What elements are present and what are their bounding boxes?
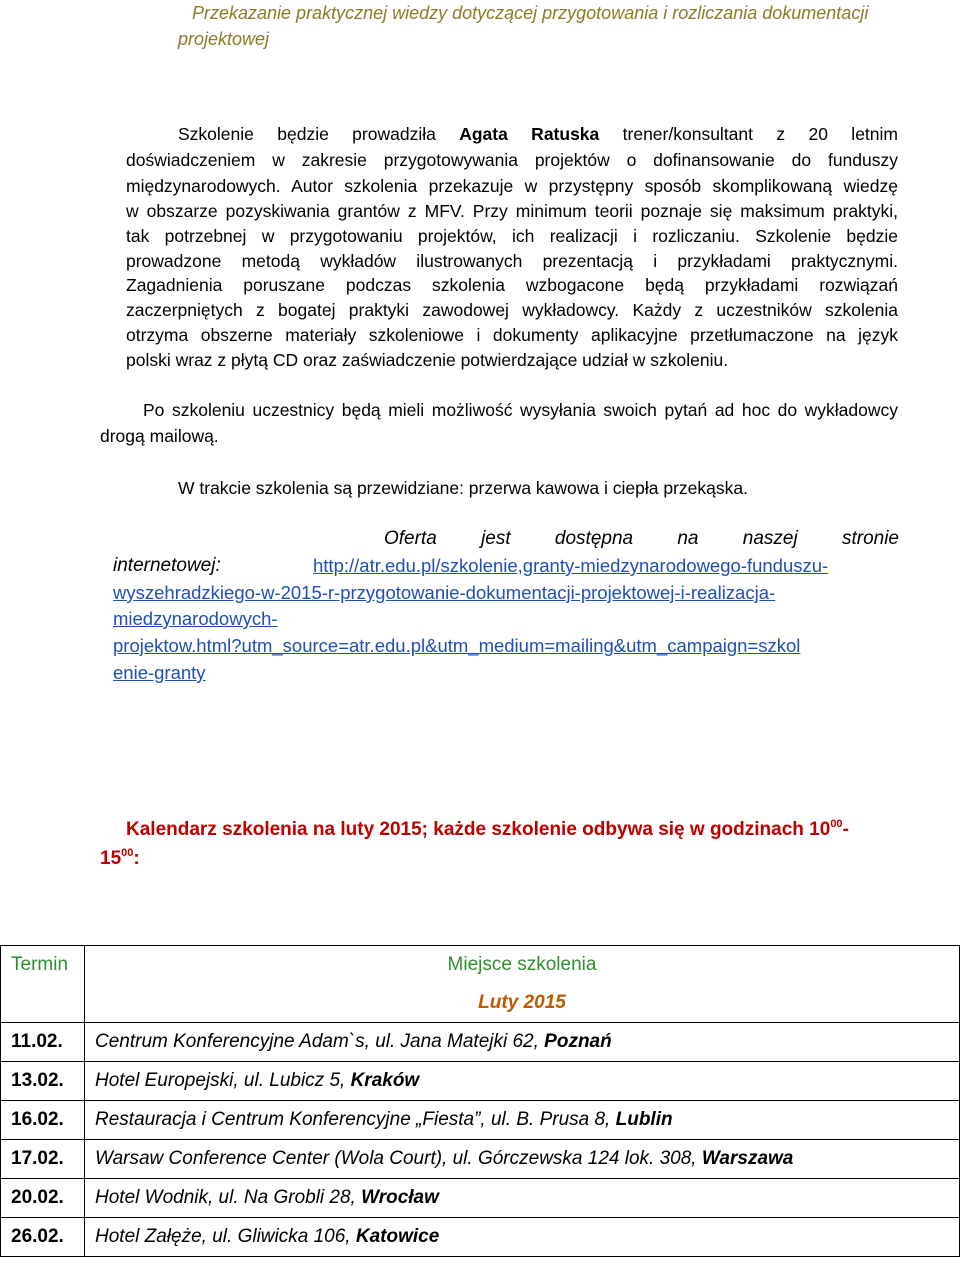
place-text: Hotel Załęże, ul. Gliwicka 106,	[95, 1226, 356, 1247]
place-text: Restauracja i Centrum Konferencyjne „Fiesta”, ul. B. Prusa 8,	[95, 1109, 616, 1130]
date-cell: 20.02.	[1, 1179, 85, 1218]
city-text: Poznań	[544, 1031, 612, 1052]
offer-url-part-1[interactable]: http://atr.edu.pl/szkolenie,granty-miedzynarodowego-funduszu-	[313, 555, 829, 576]
table-row	[1, 1101, 960, 1140]
table-row	[1, 1140, 960, 1179]
month-row	[1, 984, 960, 1023]
place-cell	[85, 1062, 960, 1101]
intro-line-6: prowadzone metodą wykładów ilustrowanych prezentacją i przykładami praktycznymi.	[126, 251, 898, 271]
column-header-place: Miejsce szkolenia	[85, 946, 960, 985]
place-text: Warsaw Conference Center (Wola Court), ul. Górczewska 124 lok. 308,	[95, 1148, 702, 1169]
offer-line: Oferta jest dostępna na naszej stronie	[384, 528, 899, 549]
calendar-heading-text: Kalendarz szkolenia na luty 2015; każde szkolenie odbywa się w godzinach 10	[126, 819, 831, 840]
intro-line-9: otrzyma obszerne materiały szkoleniowe i dokumenty aplikacyjne przetłumaczone na język	[126, 325, 898, 345]
date-cell: 13.02.	[1, 1062, 85, 1101]
place-text: Hotel Wodnik, ul. Na Grobli 28,	[95, 1187, 362, 1208]
calendar-table	[0, 945, 960, 1257]
date-cell: 26.02.	[1, 1218, 85, 1257]
table-row	[1, 1179, 960, 1218]
city-text: Warszawa	[701, 1148, 794, 1169]
calendar-heading-hour: 15	[100, 848, 122, 869]
calendar-heading-colon: :	[133, 848, 140, 869]
offer-url-part-4[interactable]: projektow.html?utm_source=atr.edu.pl&utm_medium=mailing&utm_campaign=szkol	[113, 635, 801, 656]
intro-line-3: międzynarodowych. Autor szkolenia przekazuje w przystępny sposób skomplikowaną wiedzę	[126, 176, 898, 196]
intro-text: trener/konsultant z 20 letnim	[622, 124, 898, 144]
column-header-term: Termin	[1, 946, 85, 1023]
place-cell	[85, 1023, 960, 1062]
header-line-1: Przekazanie praktycznej wiedzy dotyczącej przygotowania i rozliczania dokumentacji	[192, 3, 869, 23]
table-row	[1, 1023, 960, 1062]
intro-line-10: polski wraz z płytą CD oraz zaświadczenie potwierdzające udział w szkoleniu.	[126, 350, 729, 370]
trainer-name: Agata Ratuska	[459, 124, 600, 144]
intro-line-5: tak potrzebnej w przygotowaniu projektów, ich realizacji i rozliczaniu. Szkolenie będzie	[126, 226, 898, 246]
followup-line-1: Po szkoleniu uczestnicy będą mieli możliwość wysyłania swoich pytań ad hoc do wykładowcy	[143, 400, 898, 420]
place-text: Hotel Europejski, ul. Lubicz 5,	[95, 1070, 351, 1091]
city-text: Wrocław	[361, 1187, 439, 1208]
offer-label: internetowej:	[113, 555, 221, 576]
place-cell	[85, 1218, 960, 1257]
place-cell	[85, 1101, 960, 1140]
header-line-2: projektowej	[178, 29, 270, 49]
offer-url-part-3[interactable]: miedzynarodowych-	[113, 608, 278, 629]
document-header	[178, 0, 918, 52]
calendar-heading-dash: -	[842, 819, 849, 840]
date-cell: 11.02.	[1, 1023, 85, 1062]
calendar-heading-sup: 00	[121, 847, 134, 859]
table-row	[1, 1062, 960, 1101]
place-cell	[85, 1179, 960, 1218]
offer-url-part-5[interactable]: enie-granty	[113, 662, 206, 683]
month-label: Luty 2015	[85, 984, 960, 1023]
intro-text: Szkolenie będzie prowadziła	[178, 124, 436, 144]
city-text: Katowice	[355, 1226, 440, 1247]
offer-url-part-2[interactable]: wyszehradzkiego-w-2015-r-przygotowanie-dokumentacji-projektowej-i-realizacja-	[113, 582, 776, 603]
calendar-heading-line-2	[100, 846, 140, 872]
city-text: Kraków	[350, 1070, 420, 1091]
place-cell	[85, 1140, 960, 1179]
date-cell: 16.02.	[1, 1101, 85, 1140]
date-cell: 17.02.	[1, 1140, 85, 1179]
table-row	[1, 1218, 960, 1257]
calendar-heading-sup: 00	[830, 818, 843, 830]
followup-line-2: drogą mailową.	[100, 426, 219, 446]
city-text: Lublin	[615, 1109, 673, 1130]
intro-line-8: zaczerpniętych z bogatej praktyki zawodowej wykładowcy. Każdy z uczestników szkolenia	[126, 300, 898, 320]
place-text: Centrum Konferencyjne Adam`s, ul. Jana Matejki 62,	[95, 1031, 545, 1052]
table-header-row	[1, 946, 960, 985]
intro-line-7: Zagadnienia poruszane podczas szkolenia wzbogacone będą przykładami rozwiązań	[126, 275, 898, 295]
intro-line-4: w obszarze pozyskiwania grantów z MFV. Przy minimum teorii poznaje się maksimum praktyki,	[126, 201, 898, 221]
intro-line-1	[178, 121, 898, 147]
breaks-info: W trakcie szkolenia są przewidziane: przerwa kawowa i ciepła przekąska.	[178, 478, 748, 498]
calendar-heading-line-1	[126, 817, 849, 843]
intro-line-2: doświadczeniem w zakresie przygotowywania projektów o dofinansowanie do funduszy	[126, 150, 898, 170]
